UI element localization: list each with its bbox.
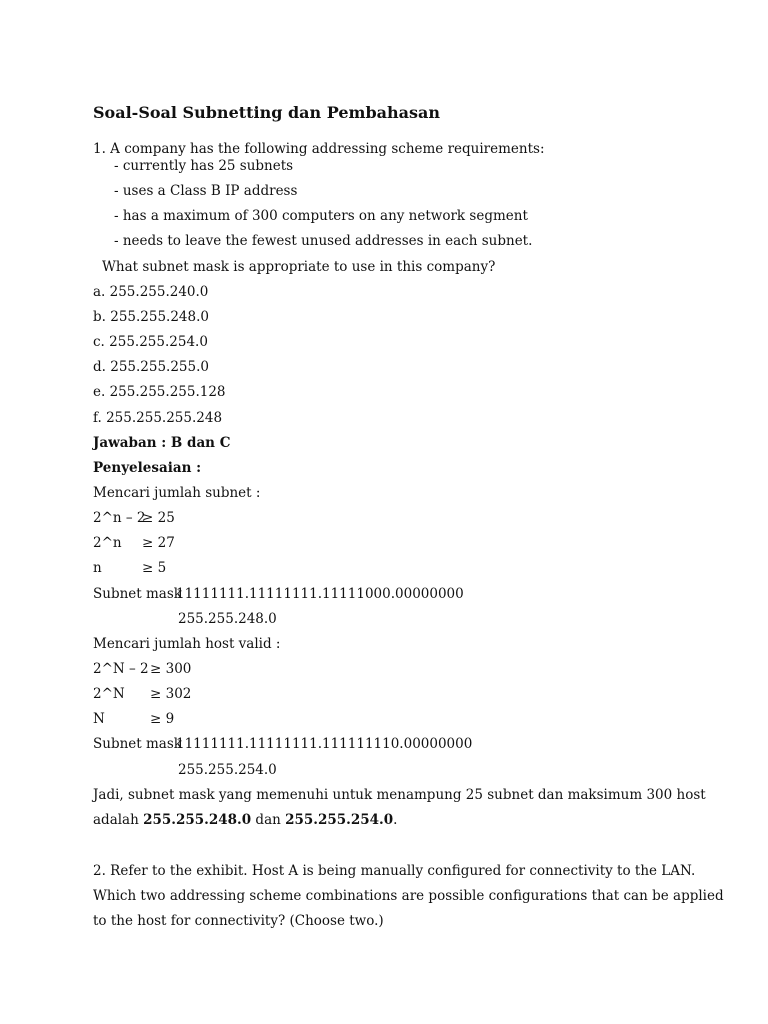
conclusion-line-2 bbox=[93, 812, 397, 828]
solution-heading: Penyelesaian : bbox=[93, 460, 202, 476]
requirement-item: - uses a Class B IP address bbox=[114, 183, 298, 199]
host-eq-lhs: N bbox=[93, 711, 105, 727]
requirement-item: - has a maximum of 300 computers on any network segment bbox=[114, 208, 528, 224]
host-heading: Mencari jumlah host valid : bbox=[93, 636, 281, 652]
conclusion-line-1: Jadi, subnet mask yang memenuhi untuk menampung 25 subnet dan maksimum 300 host bbox=[93, 787, 706, 803]
host-eq-rhs: ≥ 300 bbox=[150, 661, 192, 677]
question-2-line: Which two addressing scheme combinations are possible configurations that can be applied bbox=[93, 888, 724, 904]
answer-line: Jawaban : B dan C bbox=[93, 435, 231, 451]
subnet-eq-rhs: ≥ 25 bbox=[142, 510, 175, 526]
conclusion-mask-1: 255.255.248.0 bbox=[143, 812, 252, 828]
requirement-item: - currently has 25 subnets bbox=[114, 158, 294, 174]
subnet-mask-decimal: 255.255.248.0 bbox=[178, 611, 277, 627]
option-a: a. 255.255.240.0 bbox=[93, 284, 209, 300]
host-eq-lhs: 2^N – 2 bbox=[93, 661, 149, 677]
question-2-line: to the host for connectivity? (Choose two.) bbox=[93, 913, 384, 929]
subnet-mask-binary: 11111111.11111111.111111110.00000000 bbox=[176, 736, 473, 752]
subnet-eq-lhs: n bbox=[93, 560, 102, 576]
conclusion-prefix: adalah bbox=[93, 812, 144, 828]
subnet-mask-label: Subnet mask bbox=[93, 736, 182, 752]
host-eq-lhs: 2^N bbox=[93, 686, 125, 702]
option-c: c. 255.255.254.0 bbox=[93, 334, 208, 350]
subnet-mask-binary: 11111111.11111111.11111000.00000000 bbox=[176, 586, 464, 602]
subnet-eq-lhs: 2^n bbox=[93, 535, 122, 551]
requirement-item: - needs to leave the fewest unused addresses in each subnet. bbox=[114, 233, 533, 249]
subnet-heading: Mencari jumlah subnet : bbox=[93, 485, 261, 501]
subnet-mask-label: Subnet mask bbox=[93, 586, 182, 602]
option-f: f. 255.255.255.248 bbox=[93, 410, 223, 426]
question-1-stem: 1. A company has the following addressing scheme requirements: bbox=[93, 141, 545, 157]
question-1-prompt: What subnet mask is appropriate to use in this company? bbox=[102, 259, 496, 275]
conclusion-mid: dan bbox=[251, 812, 286, 828]
question-2-line: 2. Refer to the exhibit. Host A is being manually configured for connectivity to the LAN. bbox=[93, 863, 696, 879]
host-eq-rhs: ≥ 302 bbox=[150, 686, 192, 702]
option-b: b. 255.255.248.0 bbox=[93, 309, 209, 325]
subnet-eq-lhs: 2^n – 2 bbox=[93, 510, 146, 526]
subnet-eq-rhs: ≥ 5 bbox=[142, 560, 167, 576]
option-d: d. 255.255.255.0 bbox=[93, 359, 209, 375]
conclusion-suffix: . bbox=[393, 812, 398, 828]
conclusion-mask-2: 255.255.254.0 bbox=[285, 812, 394, 828]
subnet-mask-decimal: 255.255.254.0 bbox=[178, 762, 277, 778]
option-e: e. 255.255.255.128 bbox=[93, 384, 226, 400]
document-title: Soal-Soal Subnetting dan Pembahasan bbox=[93, 103, 441, 122]
subnet-eq-rhs: ≥ 27 bbox=[142, 535, 175, 551]
host-eq-rhs: ≥ 9 bbox=[150, 711, 175, 727]
